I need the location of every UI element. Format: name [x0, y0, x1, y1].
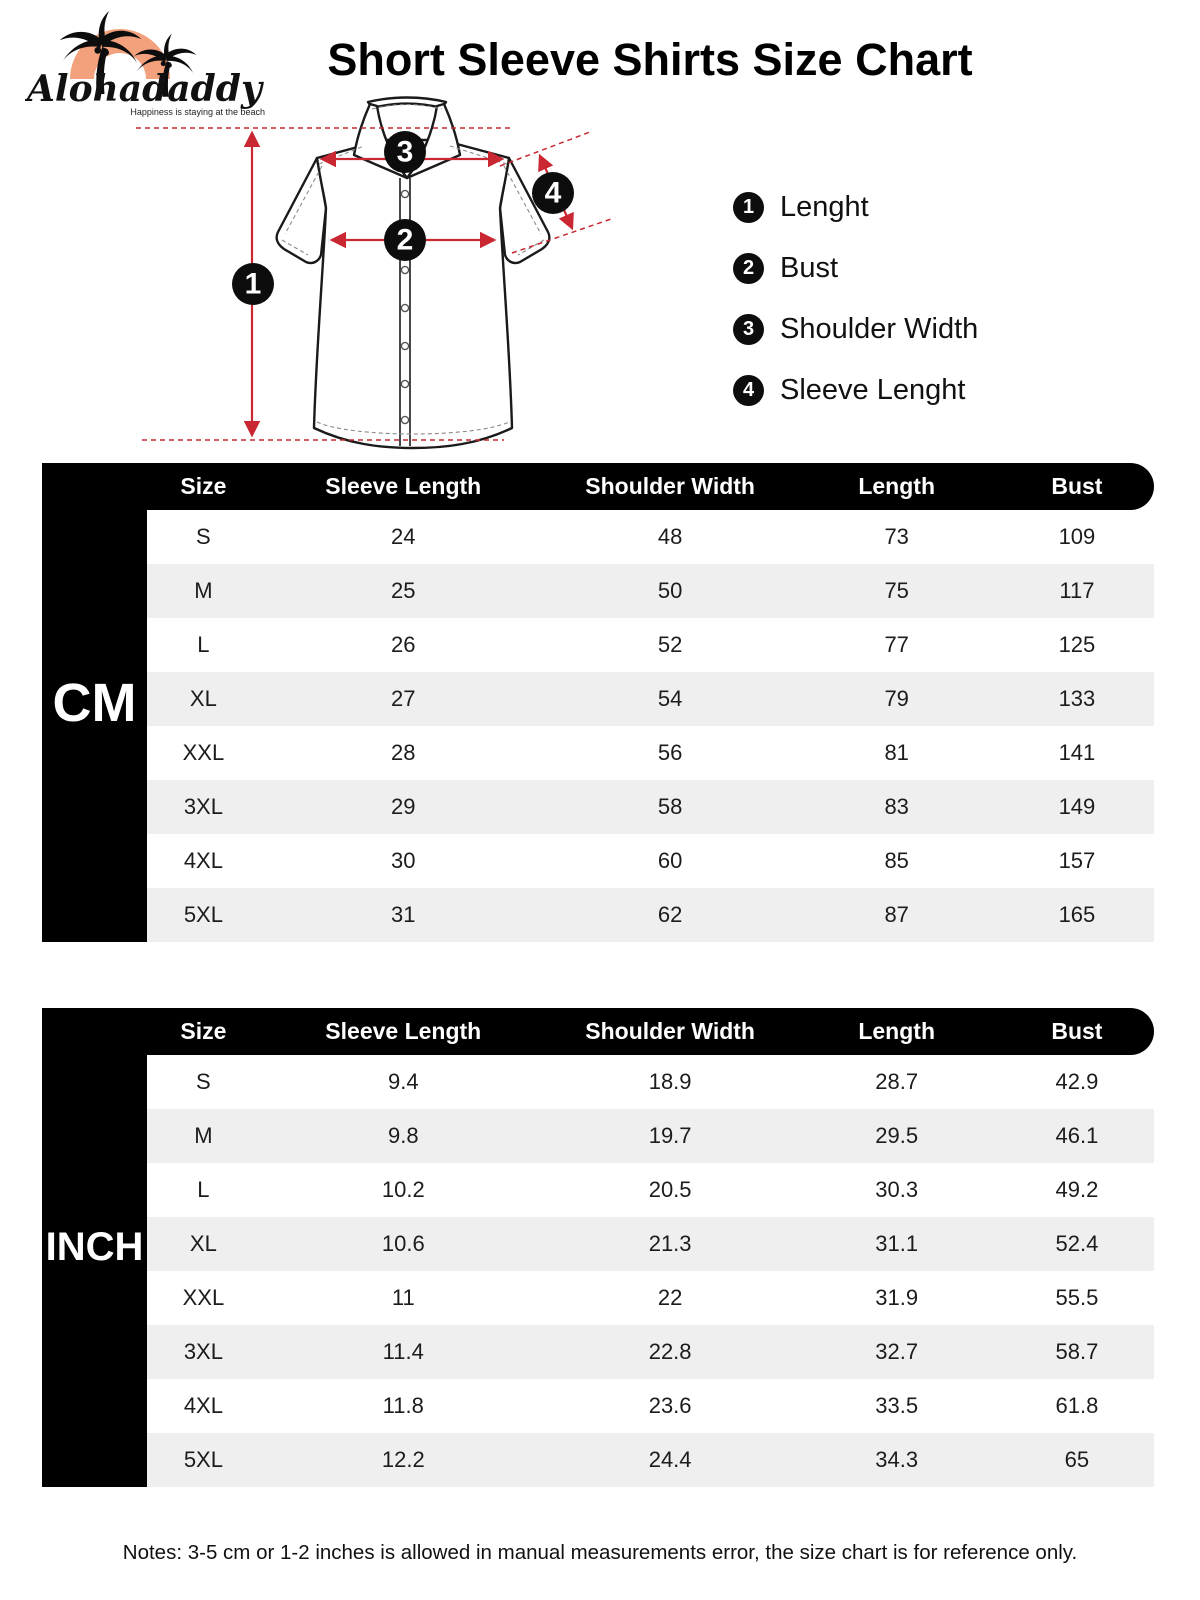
value-cell: 30.3: [875, 1177, 919, 1202]
table-row: [147, 510, 1154, 564]
table-row: [147, 888, 1154, 942]
value-cell: 27: [391, 686, 416, 711]
value-cell: 56: [657, 740, 683, 765]
value-cell: 24.4: [648, 1447, 692, 1472]
legend-label: Sleeve Lenght: [780, 374, 966, 406]
value-cell: 34.3: [875, 1447, 919, 1472]
value-cell: 20.5: [648, 1177, 692, 1202]
diagram-marker-1: [232, 263, 274, 305]
legend-item-sleeve-length: [733, 375, 978, 406]
column-header-sleeve-length: Sleeve Length: [325, 1018, 482, 1044]
value-cell: 73: [884, 524, 909, 549]
value-cell: 28.7: [875, 1069, 919, 1094]
size-table-cm: [42, 463, 1154, 942]
value-cell: 22.8: [648, 1339, 692, 1364]
table-row: [147, 1109, 1154, 1163]
value-cell: 10.2: [381, 1177, 425, 1202]
size-cell: 4XL: [183, 848, 223, 873]
value-cell: 23.6: [648, 1393, 692, 1418]
column-header-bust: Bust: [1051, 1018, 1103, 1044]
value-cell: 19.7: [648, 1123, 692, 1148]
value-cell: 60: [657, 848, 683, 873]
value-cell: 50: [657, 578, 683, 603]
table-row: [147, 618, 1154, 672]
column-header-bust: Bust: [1051, 473, 1103, 499]
value-cell: 65: [1064, 1447, 1090, 1472]
value-cell: 133: [1058, 686, 1096, 711]
value-cell: 85: [884, 848, 909, 873]
legend-label: Shoulder Width: [780, 313, 979, 345]
value-cell: 117: [1059, 578, 1095, 603]
size-cell: XL: [189, 686, 217, 711]
value-cell: 32.7: [875, 1339, 919, 1364]
value-cell: 79: [884, 686, 909, 711]
table-row: [147, 564, 1154, 618]
value-cell: 29: [391, 794, 416, 819]
value-cell: 61.8: [1055, 1393, 1099, 1418]
size-cell: M: [194, 1123, 213, 1148]
table-row: [147, 1055, 1154, 1109]
table-row: [147, 780, 1154, 834]
table-row: [147, 1433, 1154, 1487]
size-cell: XXL: [182, 740, 225, 765]
size-cell: XL: [189, 1231, 217, 1256]
value-cell: 52.4: [1055, 1231, 1099, 1256]
size-cell: 3XL: [183, 794, 223, 819]
table-row: [147, 726, 1154, 780]
value-cell: 22: [657, 1285, 683, 1310]
value-cell: 42.9: [1055, 1069, 1099, 1094]
value-cell: 26: [391, 632, 416, 657]
size-cell: XXL: [182, 1285, 225, 1310]
table-row: [147, 672, 1154, 726]
table-row: [147, 1271, 1154, 1325]
value-cell: 149: [1058, 794, 1096, 819]
value-cell: 46.1: [1055, 1123, 1099, 1148]
column-header-length: Length: [858, 473, 935, 499]
diagram-marker-2: [384, 219, 426, 261]
value-cell: 31.1: [875, 1231, 919, 1256]
shirt-measurement-diagram: [112, 92, 668, 458]
size-cell: M: [194, 578, 213, 603]
value-cell: 87: [884, 902, 909, 927]
table-row: [147, 1379, 1154, 1433]
value-cell: 21.3: [648, 1231, 692, 1256]
value-cell: 83: [884, 794, 909, 819]
legend-label: Bust: [780, 252, 839, 284]
value-cell: 28: [391, 740, 416, 765]
measurement-legend: [733, 192, 978, 406]
table-row: [147, 834, 1154, 888]
marker-number: 3: [396, 135, 414, 169]
table-row: [147, 1325, 1154, 1379]
size-cell: 5XL: [183, 902, 223, 927]
value-cell: 18.9: [648, 1069, 692, 1094]
size-cell: L: [197, 1177, 210, 1202]
value-cell: 157: [1058, 848, 1096, 873]
legend-item-length: [733, 192, 978, 223]
column-header-shoulder-width: Shoulder Width: [585, 473, 755, 499]
table-body: [42, 510, 1154, 942]
size-cell: S: [196, 1069, 211, 1094]
legend-number-badge: 2: [733, 253, 764, 284]
table-row: [147, 1217, 1154, 1271]
value-cell: 25: [391, 578, 416, 603]
column-header-shoulder-width: Shoulder Width: [585, 1018, 755, 1044]
table-row: [147, 1163, 1154, 1217]
value-cell: 58.7: [1055, 1339, 1099, 1364]
measurement-note: Notes: 3-5 cm or 1-2 inches is allowed in manual measurements error, the size chart is for reference only.: [122, 1541, 1078, 1564]
value-cell: 125: [1058, 632, 1096, 657]
value-cell: 33.5: [875, 1393, 919, 1418]
size-cell: S: [196, 524, 211, 549]
legend-number-badge: 1: [733, 192, 764, 223]
unit-label-inch: INCH: [42, 1008, 147, 1487]
value-cell: 141: [1058, 740, 1096, 765]
size-cell: 5XL: [183, 1447, 223, 1472]
marker-number: 1: [244, 267, 262, 301]
value-cell: 11.8: [382, 1393, 424, 1418]
marker-number: 2: [396, 223, 414, 257]
marker-number: 4: [544, 176, 562, 210]
value-cell: 165: [1058, 902, 1096, 927]
value-cell: 58: [657, 794, 683, 819]
value-cell: 54: [657, 686, 683, 711]
value-cell: 9.4: [387, 1069, 419, 1094]
value-cell: 12.2: [381, 1447, 425, 1472]
page-title: Short Sleeve Shirts Size Chart: [327, 34, 973, 85]
value-cell: 9.8: [387, 1123, 419, 1148]
legend-item-shoulder-width: [733, 314, 978, 345]
size-cell: L: [197, 632, 210, 657]
column-header-sleeve-length: Sleeve Length: [325, 473, 482, 499]
legend-number-badge: 3: [733, 314, 764, 345]
size-cell: 4XL: [183, 1393, 223, 1418]
value-cell: 11: [391, 1285, 415, 1310]
value-cell: 29.5: [875, 1123, 919, 1148]
diagram-marker-4: [532, 172, 574, 214]
value-cell: 49.2: [1055, 1177, 1099, 1202]
brand-name: Alohadaddy: [27, 68, 262, 110]
value-cell: 31.9: [875, 1285, 919, 1310]
column-header-size: Size: [180, 473, 227, 499]
diagram-marker-3: [384, 131, 426, 173]
value-cell: 31: [391, 902, 416, 927]
size-table-inch: [42, 1008, 1154, 1487]
legend-label: Lenght: [780, 191, 869, 223]
size-cell: 3XL: [183, 1339, 223, 1364]
column-header-size: Size: [180, 1018, 227, 1044]
value-cell: 55.5: [1055, 1285, 1099, 1310]
value-cell: 77: [884, 632, 909, 657]
legend-item-bust: [733, 253, 978, 284]
value-cell: 81: [884, 740, 909, 765]
value-cell: 24: [391, 524, 416, 549]
brand-tagline: Happiness is staying at the beach: [130, 107, 265, 117]
table-header-row: [42, 1008, 1154, 1055]
value-cell: 10.6: [381, 1231, 425, 1256]
value-cell: 48: [657, 524, 683, 549]
value-cell: 30: [391, 848, 416, 873]
table-header-row: [42, 463, 1154, 510]
legend-number-badge: 4: [733, 375, 764, 406]
value-cell: 75: [884, 578, 909, 603]
value-cell: 11.4: [382, 1339, 424, 1364]
table-body: [42, 1055, 1154, 1487]
value-cell: 109: [1058, 524, 1096, 549]
column-header-length: Length: [858, 1018, 935, 1044]
value-cell: 62: [657, 902, 683, 927]
value-cell: 52: [657, 632, 683, 657]
unit-label-cm: CM: [42, 463, 147, 942]
